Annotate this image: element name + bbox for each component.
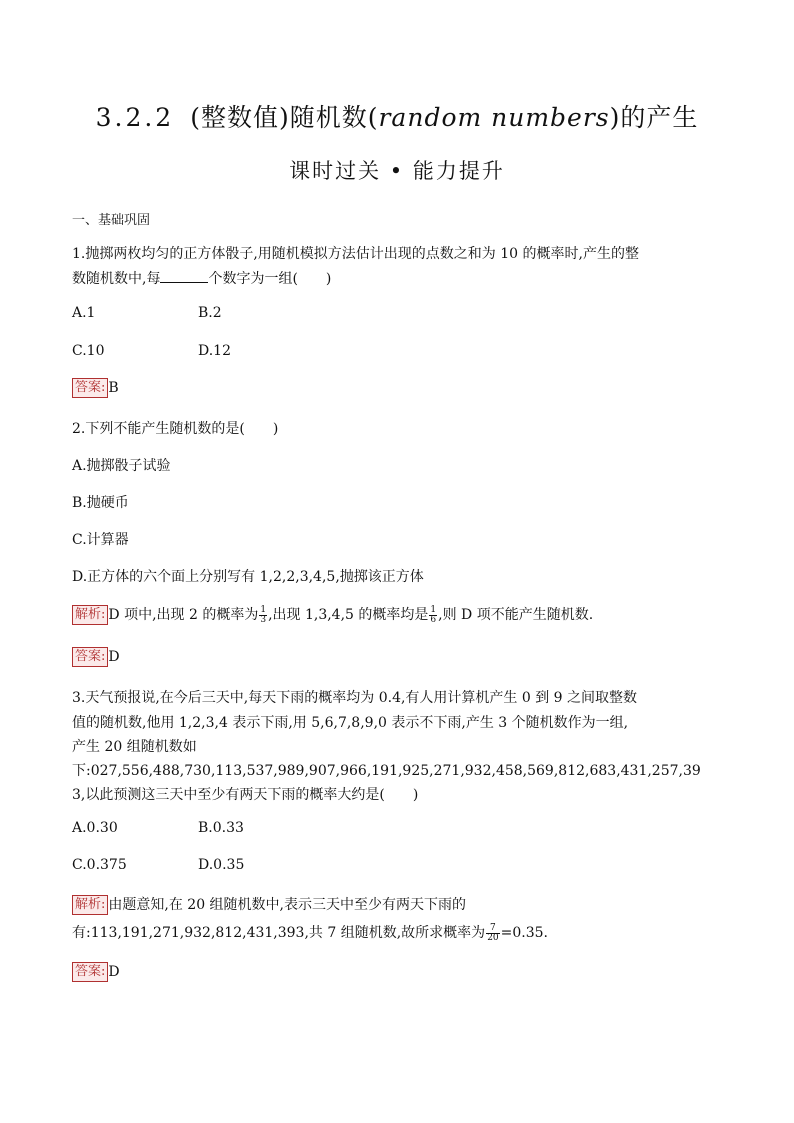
q2-option-a: A.抛掷骰子试验	[72, 458, 171, 474]
q2-analysis-row	[72, 604, 593, 625]
q1-stem-line2-a: 数随机数中,每	[72, 271, 161, 287]
q2-analysis-tag: 解析:	[72, 605, 108, 625]
q3-analysis-row1	[72, 894, 466, 915]
q2-stem: 2.下列不能产生随机数的是( )	[72, 421, 279, 437]
q2-option-b: B.抛硬币	[72, 495, 129, 511]
q3-analysis-row2	[72, 922, 548, 943]
q3-stem-line5: 3,以此预测这三天中至少有两天下雨的概率大约是( )	[72, 787, 419, 803]
page-subtitle: 课时过关 • 能力提升	[289, 159, 505, 183]
q2-option-d: D.正方体的六个面上分别写有 1,2,2,3,4,5,抛掷该正方体	[72, 569, 424, 585]
q3-analysis-line2-a: 有:113,191,271,932,812,431,393,共 7 组随机数,故所求概率为	[72, 925, 486, 941]
q1-fill-blank	[160, 270, 208, 283]
section-number: 3.2.2	[95, 103, 175, 132]
q3-fraction-seven-twentieths: $\frac{7}{20}$	[487, 922, 499, 943]
q3-answer-row	[72, 962, 120, 982]
q1-stem-line2-b: 个数字为一组( )	[208, 271, 332, 287]
q2-analysis-text-c: ,则 D 项不能产生随机数.	[438, 607, 594, 623]
q1-answer-tag: 答案:	[72, 378, 108, 398]
section-heading: 一、基础巩固	[72, 213, 151, 228]
title-part2: )的产生	[609, 103, 699, 132]
q3-answer-value: D	[108, 964, 120, 980]
q3-option-d: D.0.35	[198, 857, 245, 873]
q1-option-d: D.12	[198, 343, 231, 359]
page-title	[0, 98, 794, 134]
q3-analysis-line1: 由题意知,在 20 组随机数中,表示三天中至少有两天下雨的	[108, 897, 467, 913]
q3-stem-line4: 下:027,556,488,730,113,537,989,907,966,191,925,271,932,458,569,812,683,431,257,39	[72, 763, 701, 779]
q2-answer-row	[72, 647, 120, 667]
q1-answer-row	[72, 378, 119, 398]
q3-analysis-line2-b: =0.35.	[500, 925, 548, 941]
q3-stem-line3: 产生 20 组随机数如	[72, 739, 197, 755]
q2-option-c: C.计算器	[72, 532, 129, 548]
q1-stem-line1: 1.抛掷两枚均匀的正方体骰子,用随机模拟方法估计出现的点数之和为 10 的概率时,产生的整	[72, 246, 639, 262]
q1-option-b: B.2	[198, 305, 222, 321]
q1-option-c: C.10	[72, 343, 105, 359]
q3-option-c: C.0.375	[72, 857, 127, 873]
q2-analysis-text-b: ,出现 1,3,4,5 的概率均是	[268, 607, 429, 623]
q1-answer-value: B	[108, 380, 119, 396]
q3-option-b: B.0.33	[198, 820, 244, 836]
q3-answer-tag: 答案:	[72, 962, 108, 982]
q3-stem-line2: 值的随机数,他用 1,2,3,4 表示下雨,用 5,6,7,8,9,0 表示不下雨,产生 3 个随机数作为一组,	[72, 715, 629, 731]
q3-option-a: A.0.30	[72, 820, 118, 836]
q2-answer-tag: 答案:	[72, 647, 108, 667]
q1-stem-line2	[72, 268, 331, 288]
q2-fraction-one-sixth: $\frac{1}{6}$	[430, 604, 437, 625]
q2-analysis-text-a: D 项中,出现 2 的概率为	[108, 607, 259, 623]
q1-option-a: A.1	[72, 305, 96, 321]
q2-fraction-one-third: $\frac{1}{3}$	[260, 604, 267, 625]
title-part1: (整数值)随机数(	[190, 103, 379, 132]
title-italic: random numbers	[378, 103, 610, 132]
q3-stem-line1: 3.天气预报说,在今后三天中,每天下雨的概率均为 0.4,有人用计算机产生 0 到 9 之间取整数	[72, 690, 638, 706]
q3-analysis-tag: 解析:	[72, 895, 108, 915]
q2-answer-value: D	[108, 649, 120, 665]
